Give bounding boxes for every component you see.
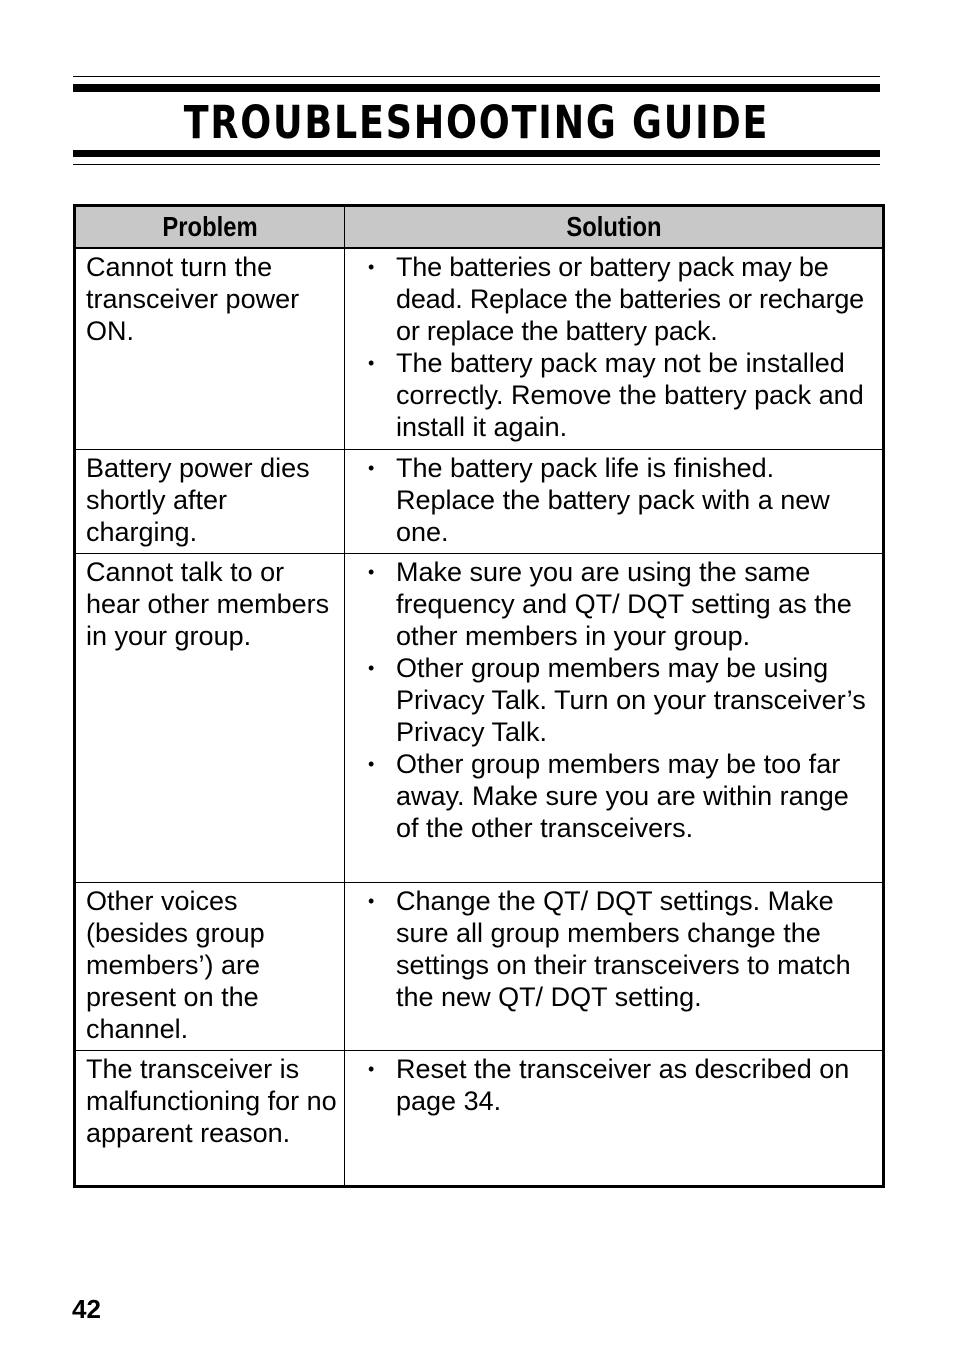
column-header-problem: Problem [75,206,345,249]
table-row [75,1050,884,1186]
column-header-solution: Solution [345,206,884,249]
solution-cell [345,449,884,553]
solution-list [355,251,876,443]
problem-cell: Cannot turn the transceiver power ON. [75,248,345,449]
problem-cell: Other voices (besides group members’) are present on the channel. [75,882,345,1050]
problem-cell: The transceiver is malfunctioning for no apparent reason. [75,1050,345,1186]
page-title: TROUBLESHOOTING GUIDE [183,96,770,149]
table-row [75,449,884,553]
solution-cell [345,1050,884,1186]
solution-item: • Change the QT/ DQT settings. Make sure all group members change the settings on their transceivers to match the new QT/ DQT setting. [396,885,876,1013]
solution-list [355,1053,876,1117]
table-row [75,882,884,1050]
solution-item: • Other group members may be too far away. Make sure you are within range of the other transceivers. [396,748,876,844]
troubleshooting-table [73,204,885,1188]
page-number: 42 [72,1294,101,1324]
solution-list [355,885,876,1013]
solution-item: • The batteries or battery pack may be dead. Replace the batteries or recharge or replace the battery pack. [396,251,876,347]
solution-list [355,556,876,844]
solution-item: • The battery pack may not be installed correctly. Remove the battery pack and install it again. [396,347,876,443]
solution-cell [345,553,884,882]
problem-cell: Cannot talk to or hear other members in your group. [75,553,345,882]
table-row [75,248,884,449]
solution-item: • Other group members may be using Privacy Talk. Turn on your transceiver’s Privacy Talk. [396,652,876,748]
solution-list [355,452,876,548]
table-header-row [75,206,884,249]
solution-item: • The battery pack life is finished. Replace the battery pack with a new one. [396,452,876,548]
header-rule-thin-bottom [73,164,880,165]
table-row [75,553,884,882]
problem-cell: Battery power dies shortly after charging. [75,449,345,553]
header-rule-thin-top [73,76,880,77]
solution-item: • Make sure you are using the same frequency and QT/ DQT setting as the other members in your group. [396,556,876,652]
header-rule-thick-bottom [73,150,880,157]
solution-cell [345,882,884,1050]
header-rule-thick-top [73,84,880,92]
solution-item: • Reset the transceiver as described on page 34. [396,1053,876,1117]
solution-cell [345,248,884,449]
